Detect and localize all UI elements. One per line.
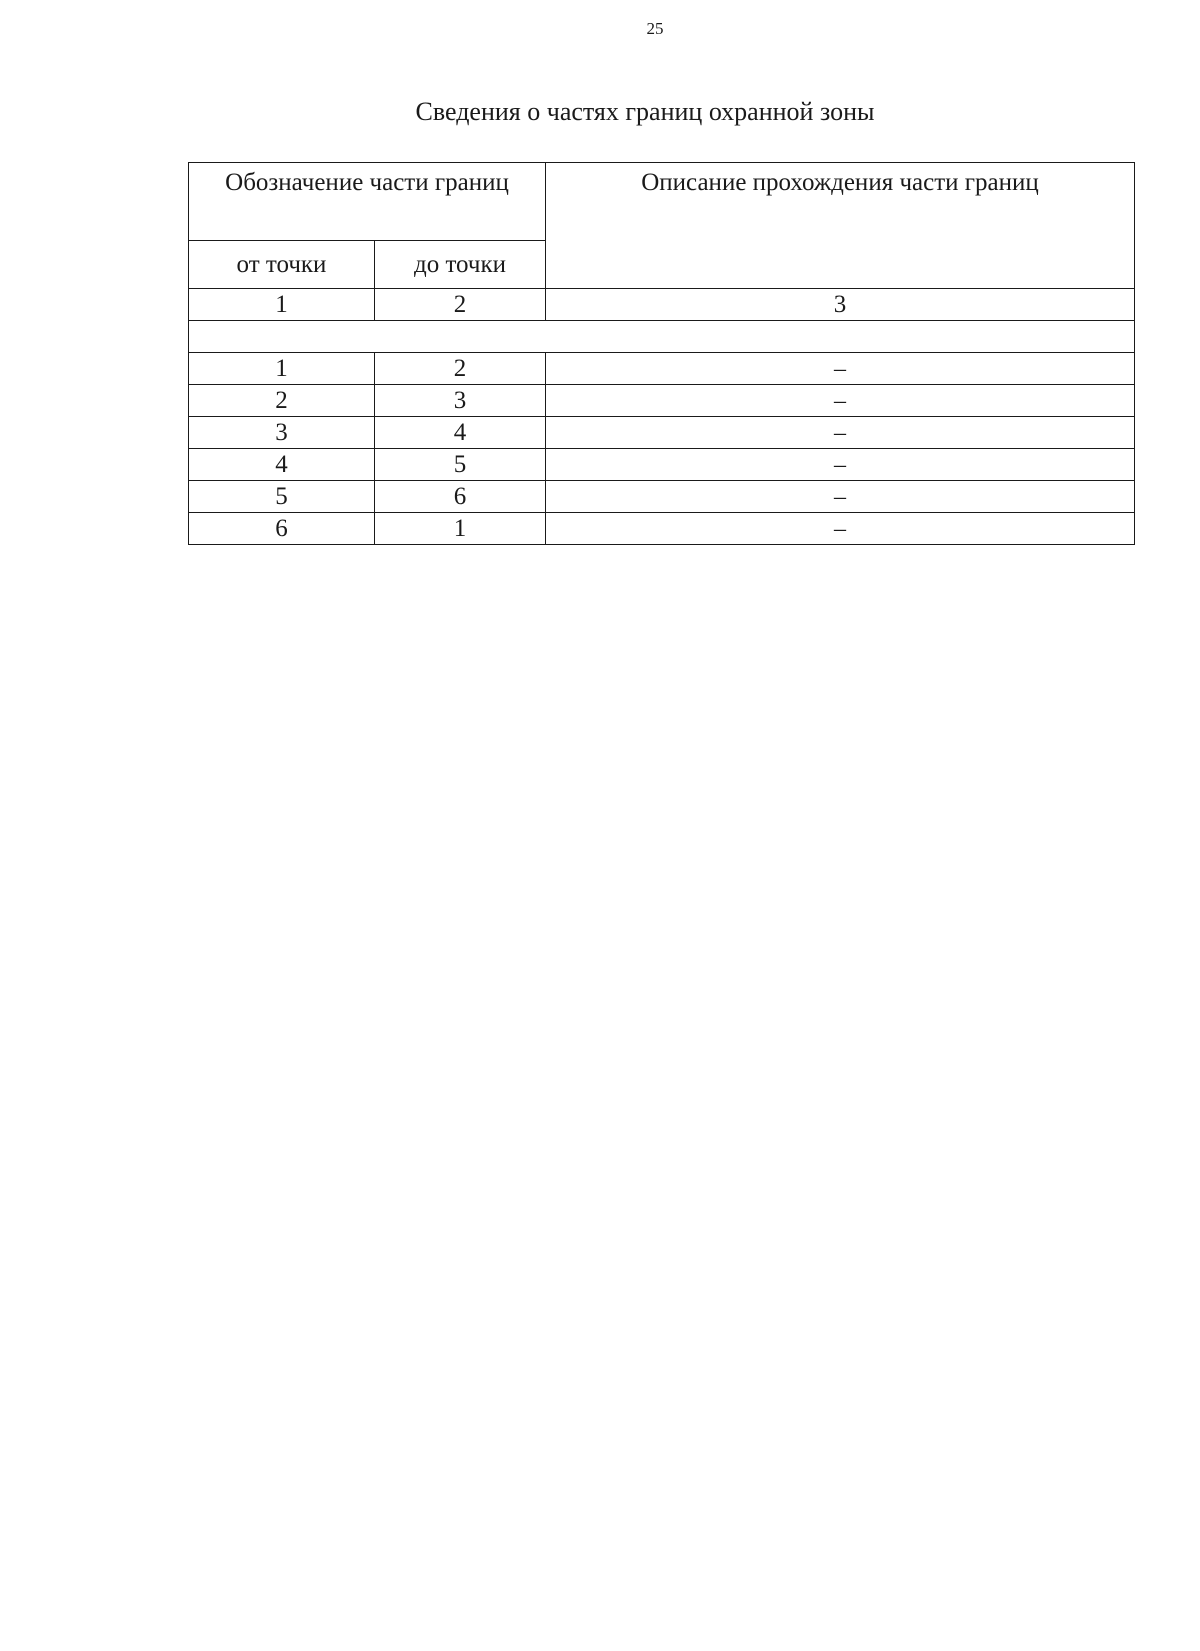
header-boundary-description: Описание прохождения части границ bbox=[546, 163, 1135, 289]
to-point-cell: 1 bbox=[375, 513, 546, 545]
page-number: 25 bbox=[646, 19, 664, 38]
from-point-cell: 3 bbox=[189, 417, 375, 449]
description-cell: – bbox=[546, 481, 1135, 513]
table-header-row bbox=[189, 163, 1135, 241]
from-point-cell: 6 bbox=[189, 513, 375, 545]
page-title: Сведения о частях границ охранной зоны bbox=[415, 97, 875, 126]
description-cell: – bbox=[546, 513, 1135, 545]
table-row bbox=[189, 353, 1135, 385]
column-number: 2 bbox=[375, 289, 546, 321]
description-cell: – bbox=[546, 417, 1135, 449]
to-point-cell: 6 bbox=[375, 481, 546, 513]
header-to-point: до точки bbox=[375, 241, 546, 289]
column-number: 3 bbox=[546, 289, 1135, 321]
description-cell: – bbox=[546, 353, 1135, 385]
empty-section-cell bbox=[189, 321, 1135, 353]
table-row bbox=[189, 417, 1135, 449]
empty-section-row bbox=[189, 321, 1135, 353]
boundary-parts-table bbox=[188, 162, 1135, 545]
table-row bbox=[189, 449, 1135, 481]
column-number: 1 bbox=[189, 289, 375, 321]
to-point-cell: 2 bbox=[375, 353, 546, 385]
from-point-cell: 2 bbox=[189, 385, 375, 417]
from-point-cell: 5 bbox=[189, 481, 375, 513]
to-point-cell: 3 bbox=[375, 385, 546, 417]
header-boundary-designation: Обозначение части границ bbox=[189, 163, 546, 241]
from-point-cell: 4 bbox=[189, 449, 375, 481]
from-point-cell: 1 bbox=[189, 353, 375, 385]
to-point-cell: 5 bbox=[375, 449, 546, 481]
table-row bbox=[189, 513, 1135, 545]
column-number-row bbox=[189, 289, 1135, 321]
table-row bbox=[189, 385, 1135, 417]
to-point-cell: 4 bbox=[375, 417, 546, 449]
description-cell: – bbox=[546, 449, 1135, 481]
description-cell: – bbox=[546, 385, 1135, 417]
header-from-point: от точки bbox=[189, 241, 375, 289]
table-row bbox=[189, 481, 1135, 513]
